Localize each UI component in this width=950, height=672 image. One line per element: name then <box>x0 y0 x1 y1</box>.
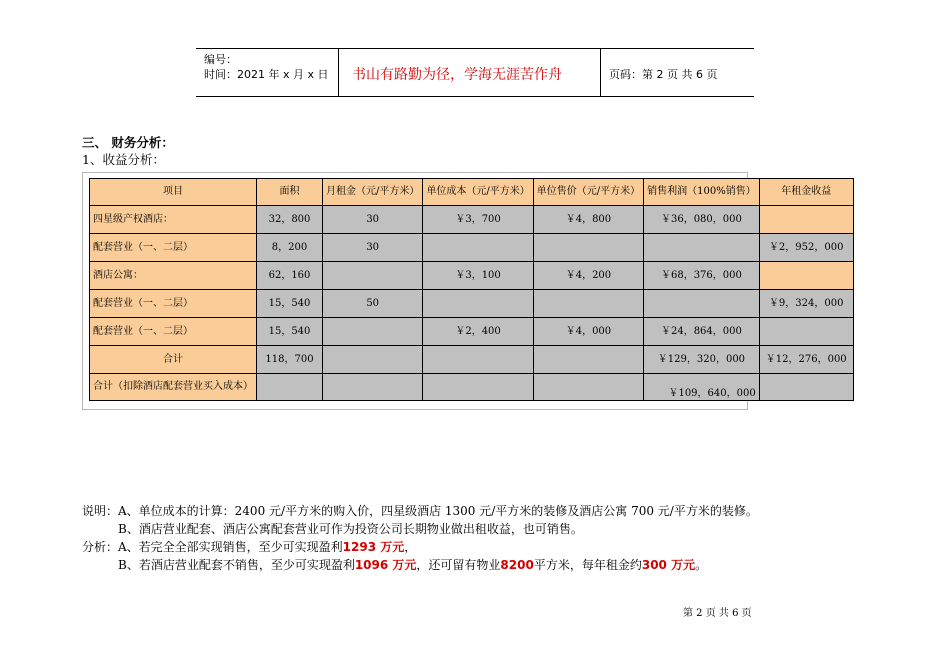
table-net-total-row <box>90 374 854 401</box>
cost-cell: ￥3，100 <box>423 262 533 290</box>
annual-rent-cell: ￥12，276，000 <box>759 346 853 374</box>
section-title: 三、 财务分析： <box>82 135 174 150</box>
price-cell <box>533 374 643 401</box>
row-label: 合计 <box>90 346 257 374</box>
rent-cell <box>323 262 423 290</box>
header-divider-right <box>600 48 601 96</box>
annual-rent-cell <box>759 318 853 346</box>
area-cell: 62，160 <box>257 262 323 290</box>
rent-cell: 50 <box>323 290 423 318</box>
price-cell: ￥4，800 <box>533 206 643 234</box>
header-cell: 月租金（元/平方米） <box>323 179 423 206</box>
profit-cell: ￥68，376，000 <box>644 262 760 290</box>
profit-cell <box>644 290 760 318</box>
annual-rent-cell <box>759 262 853 290</box>
header-cell: 销售利润（100%销售） <box>644 179 760 206</box>
profit-cell: ￥36，080，000 <box>644 206 760 234</box>
cost-cell: ￥2，400 <box>423 318 533 346</box>
rent-cell <box>323 374 423 401</box>
row-label: 配套营业（一、二层） <box>90 318 257 346</box>
header-divider-left <box>338 48 339 96</box>
page-footer: 第 2 页 共 6 页 <box>683 608 752 619</box>
area-cell: 15，540 <box>257 290 323 318</box>
document-time-label: 时间：2021 年 x 月 x 日 <box>204 68 329 81</box>
price-cell <box>533 234 643 262</box>
cost-cell <box>423 374 533 401</box>
highlight-value: 1293 万元 <box>342 540 405 554</box>
area-cell: 118，700 <box>257 346 323 374</box>
row-label: 四星级产权酒店： <box>90 206 257 234</box>
section-subtitle: 1、收益分析： <box>82 152 165 167</box>
header-cell: 单位成本（元/平方米） <box>423 179 533 206</box>
annual-rent-cell <box>759 374 853 401</box>
note-line-2: B、酒店营业配套、酒店公寓配套营业可作为投资公司长期物业做出租收益，也可销售。 <box>118 522 583 536</box>
document-number-label: 编号： <box>204 53 237 66</box>
table-total-row <box>90 346 854 374</box>
revenue-table <box>89 178 854 401</box>
profit-cell <box>644 234 760 262</box>
row-label: 酒店公寓： <box>90 262 257 290</box>
profit-cell: ￥129，320，000 <box>644 346 760 374</box>
annual-rent-cell <box>759 206 853 234</box>
rent-cell <box>323 318 423 346</box>
header-cell: 项目 <box>90 179 257 206</box>
analysis-line-1: 分析：A、若完全全部实现销售，至少可实现盈利1293 万元， <box>82 540 417 554</box>
cost-cell <box>423 290 533 318</box>
area-cell: 32，800 <box>257 206 323 234</box>
header-cell: 面积 <box>257 179 323 206</box>
area-cell: 8，200 <box>257 234 323 262</box>
header-bottom-rule <box>196 96 754 97</box>
price-cell: ￥4，000 <box>533 318 643 346</box>
row-label: 配套营业（一、二层） <box>90 234 257 262</box>
note-line-1: 说明：A、单位成本的计算：2400 元/平方米的购入价，四星级酒店 1300 元/平方米的装修及酒店公寓 700 元/平方米的装修。 <box>82 504 758 518</box>
table-row <box>90 290 854 318</box>
cost-cell <box>423 234 533 262</box>
header-motto: 书山有路勤为径，学海无涯苦作舟 <box>352 67 562 83</box>
table-row <box>90 206 854 234</box>
header-page-label: 页码：第 2 页 共 6 页 <box>609 68 718 81</box>
rent-cell: 30 <box>323 234 423 262</box>
table-row <box>90 262 854 290</box>
cost-cell <box>423 346 533 374</box>
price-cell <box>533 290 643 318</box>
profit-cell: ￥109，640，000 <box>644 374 760 401</box>
analysis-line-2: B、若酒店营业配套不销售，至少可实现盈利1096 万元，还可留有物业8200平方米，每年租金约300 万元。 <box>118 558 708 572</box>
row-label: 合计（扣除酒店配套营业买入成本） <box>90 374 257 401</box>
area-cell: 15，540 <box>257 318 323 346</box>
annual-rent-cell: ￥9，324，000 <box>759 290 853 318</box>
row-label: 配套营业（一、二层） <box>90 290 257 318</box>
table-row <box>90 234 854 262</box>
cost-cell: ￥3，700 <box>423 206 533 234</box>
table-row <box>90 318 854 346</box>
price-cell <box>533 346 643 374</box>
area-cell <box>257 374 323 401</box>
rent-cell <box>323 346 423 374</box>
annual-rent-cell: ￥2，952，000 <box>759 234 853 262</box>
header-top-rule <box>196 48 754 49</box>
highlight-value: 300 万元 <box>641 558 696 572</box>
highlight-value: 1096 万元 <box>354 558 417 572</box>
rent-cell: 30 <box>323 206 423 234</box>
header-cell: 年租金收益 <box>759 179 853 206</box>
profit-cell: ￥24，864，000 <box>644 318 760 346</box>
price-cell: ￥4，200 <box>533 262 643 290</box>
header-cell: 单位售价（元/平方米） <box>533 179 643 206</box>
highlight-value: 8200 <box>500 558 534 572</box>
table-header-row <box>90 179 854 206</box>
